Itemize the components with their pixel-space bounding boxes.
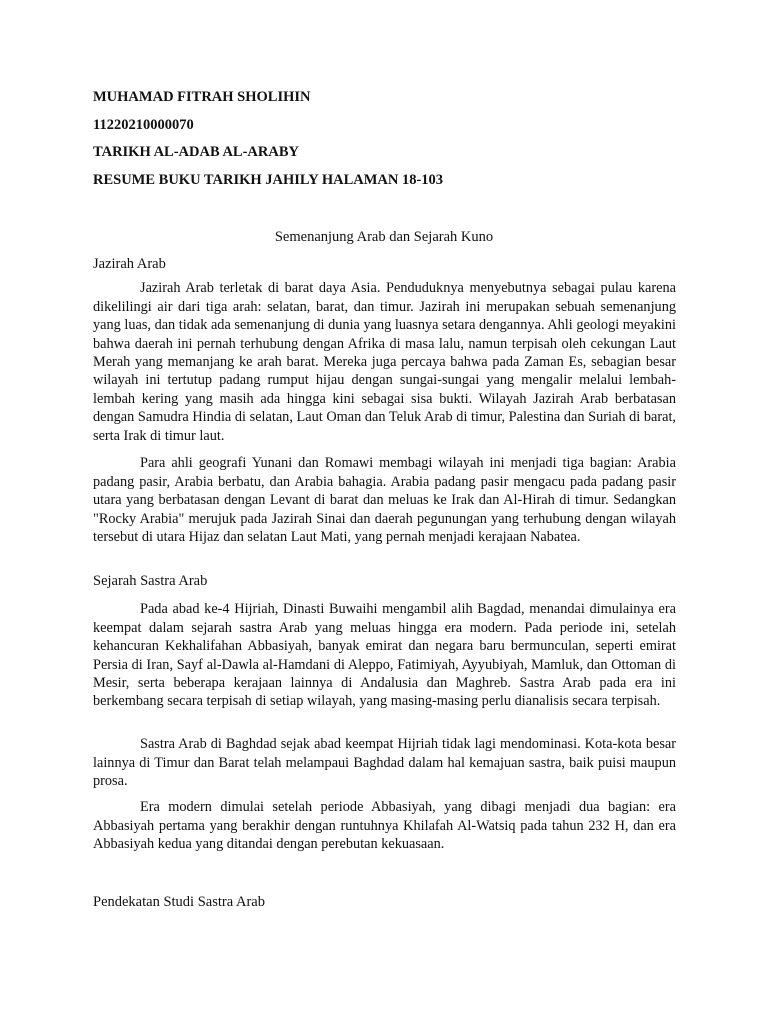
student-id: 11220210000070	[93, 117, 194, 133]
paragraph-jazirah-arab-1: Jazirah Arab terletak di barat daya Asia. Penduduknya menyebutnya sebagai pulau karena dikelilingi air dari tiga arah: selatan, barat, dan timur. Jazirah ini merupakan sebuah semenanjung yang luas, dan tidak ada semenanjung di dunia yang luasnya setara dengannya. Ahli geologi meyakini bahwa daerah ini pernah terhubung dengan Afrika di masa lalu, namun terpisah oleh cekungan Laut Merah yang memanjang ke arah barat. Mereka juga percaya bahwa pada Zaman Es, sebagian besar wilayah ini tertutup padang rumput hijau dengan sungai-sungai yang mengalir melalui lembah-lembah kering yang masih ada hingga kini sebagai sisa bukti. Wilayah Jazirah Arab berbatasan dengan Samudra Hindia di selatan, Laut Oman dan Teluk Arab di timur, Palestina dan Suriah di barat, serta Irak di timur laut.	[93, 280, 676, 444]
paragraph-sejarah-sastra-2: Sastra Arab di Baghdad sejak abad keempat Hijriah tidak lagi mendominasi. Kota-kota besar lainnya di Timur dan Barat telah melampaui Baghdad dalam hal kemajuan sastra, baik puisi maupun prosa.	[93, 736, 676, 790]
section-heading-jazirah-arab: Jazirah Arab	[93, 256, 166, 272]
paragraph-jazirah-arab-2: Para ahli geografi Yunani dan Romawi membagi wilayah ini menjadi tiga bagian: Arabia padang pasir, Arabia berbatu, dan Arabia bahagia. Arabia padang pasir mengacu pada padang pasir utara yang berbatasan dengan Levant di barat dan meluas ke Irak dan Al-Hirah di timur. Sedangkan "Rocky Arabia" merujuk pada Jazirah Sinai dan daerah pegunungan yang terhubung dengan wilayah tersebut di utara Hijaz dan selatan Laut Mati, yang pernah menjadi kerajaan Nabatea.	[93, 455, 676, 545]
paragraph-sejarah-sastra-1: Pada abad ke-4 Hijriah, Dinasti Buwaihi mengambil alih Bagdad, menandai dimulainya era keempat dalam sejarah sastra Arab yang meluas hingga era modern. Pada periode ini, setelah kehancuran Kekhalifahan Abbasiyah, banyak emirat dan negara baru bermunculan, seperti emirat Persia di Iran, Sayf al-Dawla al-Hamdani di Aleppo, Fatimiyah, Ayyubiyah, Mamluk, dan Ottoman di Mesir, serta beberapa kerajaan lainnya di Andalusia dan Maghreb. Sastra Arab pada era ini berkembang secara terpisah di setiap wilayah, yang masing-masing perlu dianalisis secara terpisah.	[93, 601, 676, 710]
section-heading-sejarah-sastra-arab: Sejarah Sastra Arab	[93, 573, 208, 589]
document-title: Semenanjung Arab dan Sejarah Kuno	[274, 229, 494, 245]
paragraph-sejarah-sastra-3: Era modern dimulai setelah periode Abbasiyah, yang dibagi menjadi dua bagian: era Abbasiyah pertama yang berakhir dengan runtuhnya Khilafah Al-Watsiq pada tahun 232 H, dan era Abbasiyah kedua yang ditandai dengan perebutan kekuasaan.	[93, 799, 676, 853]
assignment-title: RESUME BUKU TARIKH JAHILY HALAMAN 18-103	[93, 172, 444, 188]
course-name: TARIKH AL-ADAB AL-ARABY	[93, 144, 299, 160]
section-heading-pendekatan-studi: Pendekatan Studi Sastra Arab	[93, 894, 265, 910]
author-name: MUHAMAD FITRAH SHOLIHIN	[93, 89, 311, 105]
